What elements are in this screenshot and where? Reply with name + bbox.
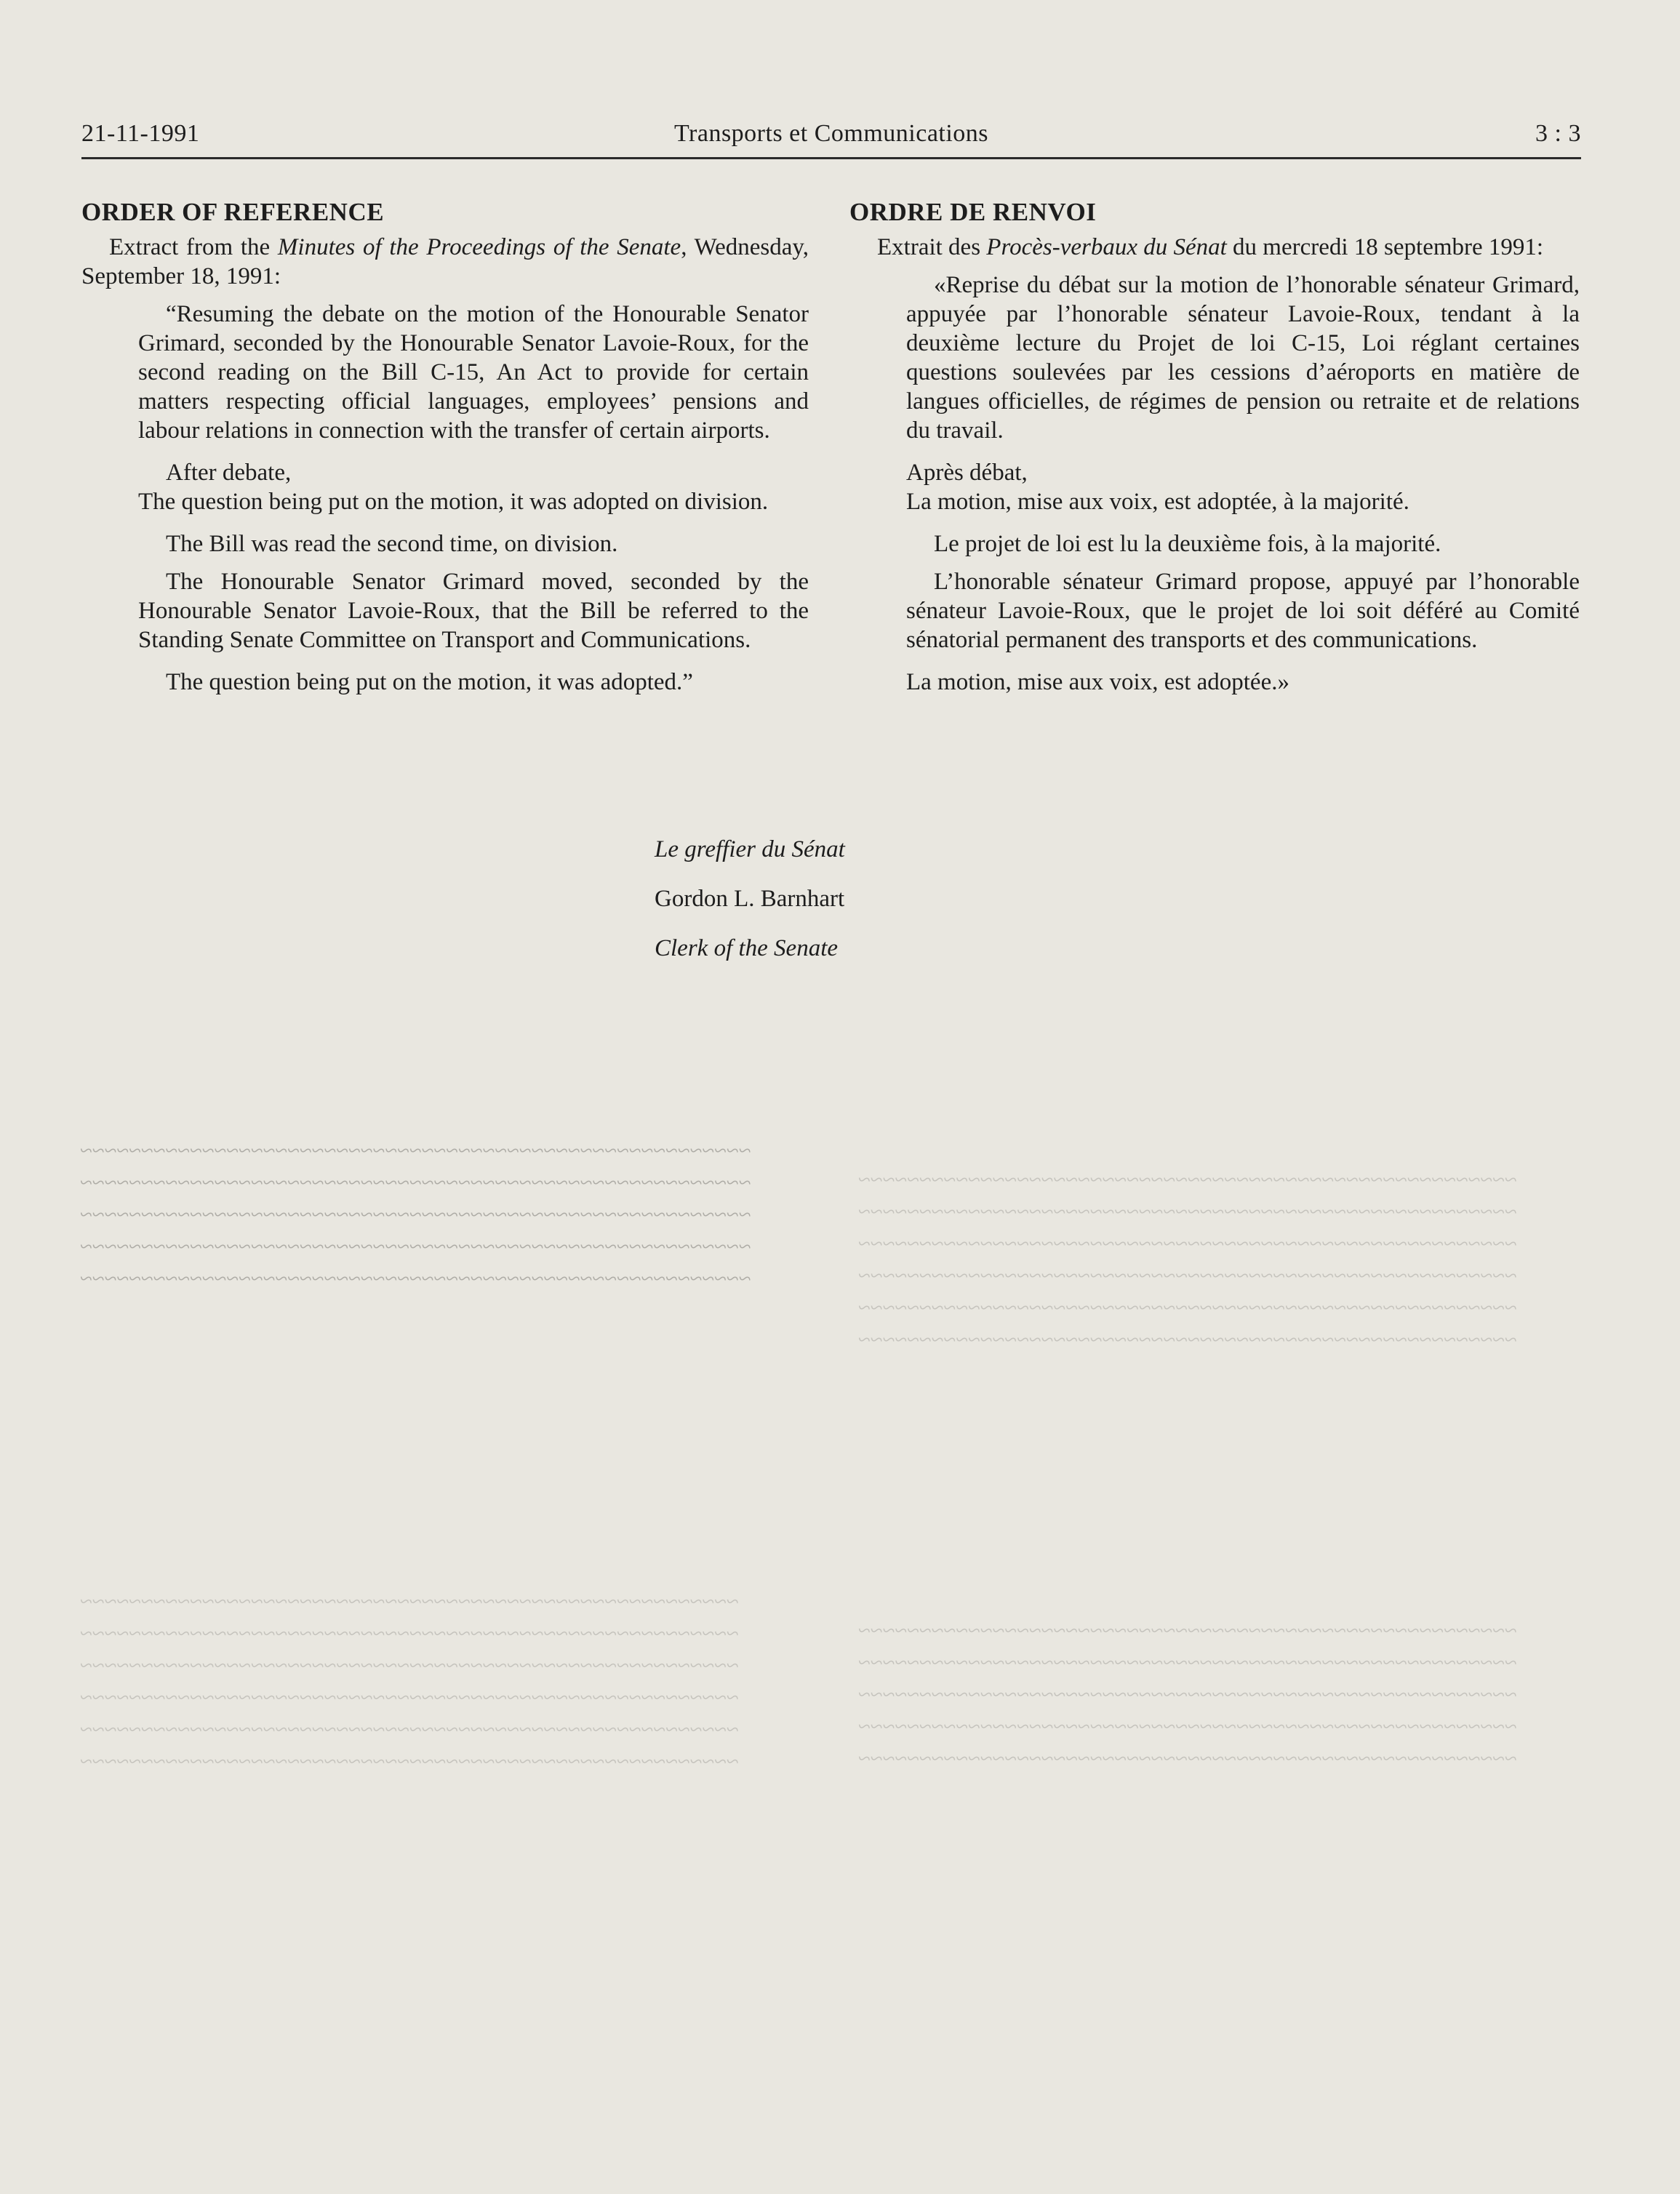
french-question-adopted-division: La motion, mise aux voix, est adoptée, à la majorité. xyxy=(906,489,1409,515)
french-second-reading: Le projet de loi est lu la deuxième fois, à la majorité. xyxy=(934,531,1441,557)
bleed-through-right-block: ~~~~~~~~~~~~~~~~~~~~~~~~~~~~~~~~~~~~~~~~~~~~~~~~~~~~~~ ~~~~~~~~~~~~~~~~~~~~~~~~~~~~~~~~~~~~~~~~~~~~~~~~~~~~~~ ~~~~~~~~~~~~~~~~~~~~~~~~~~~~~~~~~~~~~~~~~~~~~~~~~~~~~~ ~~~~~~~~~~~~~~~~~~~~~~~~~~~~~~~~~~~~~~~~~~~~~~~~~~~~~~ ~~~~~~~~~~~~~~~~~~~~~~~~~~~~~~~~~~~~~~~~~~~~~~~~~~~~~~ ~~~~~~~~~~~~~~~~~~~~~~~~~~~~~~~~~~~~~~~~~~~~~~~~~~~~~~ xyxy=(858,1166,1517,1352)
english-column xyxy=(81,198,809,697)
english-referral-motion: The Honourable Senator Grimard moved, seconded by the Honourable Senator Lavoie-Roux, that the Bill be referred to the Standing Senate Committee on Transport and Communications. xyxy=(138,569,809,653)
english-after-debate: After debate, xyxy=(166,460,292,486)
english-question-adopted-division: The question being put on the motion, it was adopted on division. xyxy=(138,489,769,515)
header-date: 21-11-1991 xyxy=(81,120,200,147)
english-extract-suffix: , Wednesday, September 18, 1991: xyxy=(81,234,809,289)
bleed-through-left-block: ~~~~~~~~~~~~~~~~~~~~~~~~~~~~~~~~~~~~~~~~~~~~~~~~~~~~~~~ ~~~~~~~~~~~~~~~~~~~~~~~~~~~~~~~~~~~~~~~~~~~~~~~~~~~~~~~ ~~~~~~~~~~~~~~~~~~~~~~~~~~~~~~~~~~~~~~~~~~~~~~~~~~~~~~~ ~~~~~~~~~~~~~~~~~~~~~~~~~~~~~~~~~~~~~~~~~~~~~~~~~~~~~~~ ~~~~~~~~~~~~~~~~~~~~~~~~~~~~~~~~~~~~~~~~~~~~~~~~~~~~~~~ xyxy=(80,1137,751,1291)
header-page-number: 3 : 3 xyxy=(1535,120,1581,147)
bleed-through-lower-right: ~~~~~~~~~~~~~~~~~~~~~~~~~~~~~~~~~~~~~~~~~~~~~~~~~~~~~~ ~~~~~~~~~~~~~~~~~~~~~~~~~~~~~~~~~~~~~~~~~~~~~~~~~~~~~~ ~~~~~~~~~~~~~~~~~~~~~~~~~~~~~~~~~~~~~~~~~~~~~~~~~~~~~~ ~~~~~~~~~~~~~~~~~~~~~~~~~~~~~~~~~~~~~~~~~~~~~~~~~~~~~~ ~~~~~~~~~~~~~~~~~~~~~~~~~~~~~~~~~~~~~~~~~~~~~~~~~~~~~~ xyxy=(858,1617,1517,1771)
signature-role-english: Clerk of the Senate xyxy=(655,935,839,961)
french-extract-line xyxy=(849,233,1580,262)
french-extract-source: Procès-verbaux du Sénat xyxy=(986,234,1227,260)
french-referral-motion: L’honorable sénateur Grimard propose, appuyé par l’honorable sénateur Lavoie-Roux, que le projet de loi soit déféré au Comité sénatorial permanent des transports et des communications. xyxy=(906,569,1580,653)
header-rule xyxy=(81,157,1581,159)
french-extract-prefix: Extrait des xyxy=(877,234,987,260)
signature-block xyxy=(655,835,845,983)
bleed-through-lower-left: ~~~~~~~~~~~~~~~~~~~~~~~~~~~~~~~~~~~~~~~~~~~~~~~~~~~~~~ ~~~~~~~~~~~~~~~~~~~~~~~~~~~~~~~~~~~~~~~~~~~~~~~~~~~~~~ ~~~~~~~~~~~~~~~~~~~~~~~~~~~~~~~~~~~~~~~~~~~~~~~~~~~~~~ ~~~~~~~~~~~~~~~~~~~~~~~~~~~~~~~~~~~~~~~~~~~~~~~~~~~~~~ ~~~~~~~~~~~~~~~~~~~~~~~~~~~~~~~~~~~~~~~~~~~~~~~~~~~~~~ ~~~~~~~~~~~~~~~~~~~~~~~~~~~~~~~~~~~~~~~~~~~~~~~~~~~~~~ xyxy=(80,1588,739,1774)
french-extract-suffix: du mercredi 18 septembre 1991: xyxy=(1226,234,1544,260)
english-extract-prefix: Extract from the xyxy=(109,234,278,260)
french-question-adopted: La motion, mise aux voix, est adoptée.» xyxy=(906,669,1289,695)
french-after-debate: Après débat, xyxy=(906,460,1028,486)
signature-role-french: Le greffier du Sénat xyxy=(655,836,845,862)
english-quoted-motion xyxy=(138,300,809,697)
english-heading: ORDER OF REFERENCE xyxy=(81,198,385,226)
english-extract-source: Minutes of the Proceedings of the Senate xyxy=(277,234,681,260)
english-quote-paragraph: “Resuming the debate on the motion of the Honourable Senator Grimard, seconded by the Honourable Senator Lavoie-Roux, for the second reading on the Bill C-15, An Act to provide for certain matters respecting official languages, employees’ pensions and labour relations in connection with the transfer of certain airports. xyxy=(138,301,809,444)
signature-name: Gordon L. Barnhart xyxy=(655,886,845,912)
french-column xyxy=(849,198,1580,697)
header-title: Transports et Communications xyxy=(673,120,989,147)
english-question-adopted: The question being put on the motion, it was adopted.” xyxy=(166,669,693,695)
english-extract-line xyxy=(81,233,809,291)
french-quoted-motion xyxy=(906,271,1580,697)
running-header xyxy=(81,120,1581,158)
english-second-reading: The Bill was read the second time, on division. xyxy=(166,531,618,557)
french-heading: ORDRE DE RENVOI xyxy=(849,198,1097,226)
french-quote-paragraph: «Reprise du débat sur la motion de l’honorable sénateur Grimard, appuyée par l’honorable sénateur Lavoie-Roux, tendant à la deuxième lecture du Projet de loi C-15, Loi réglant certaines questions soulevées par les cessions d’aéroports en matière de langues officielles, de régimes de pension ou retraite et de relations du travail. xyxy=(906,272,1580,444)
